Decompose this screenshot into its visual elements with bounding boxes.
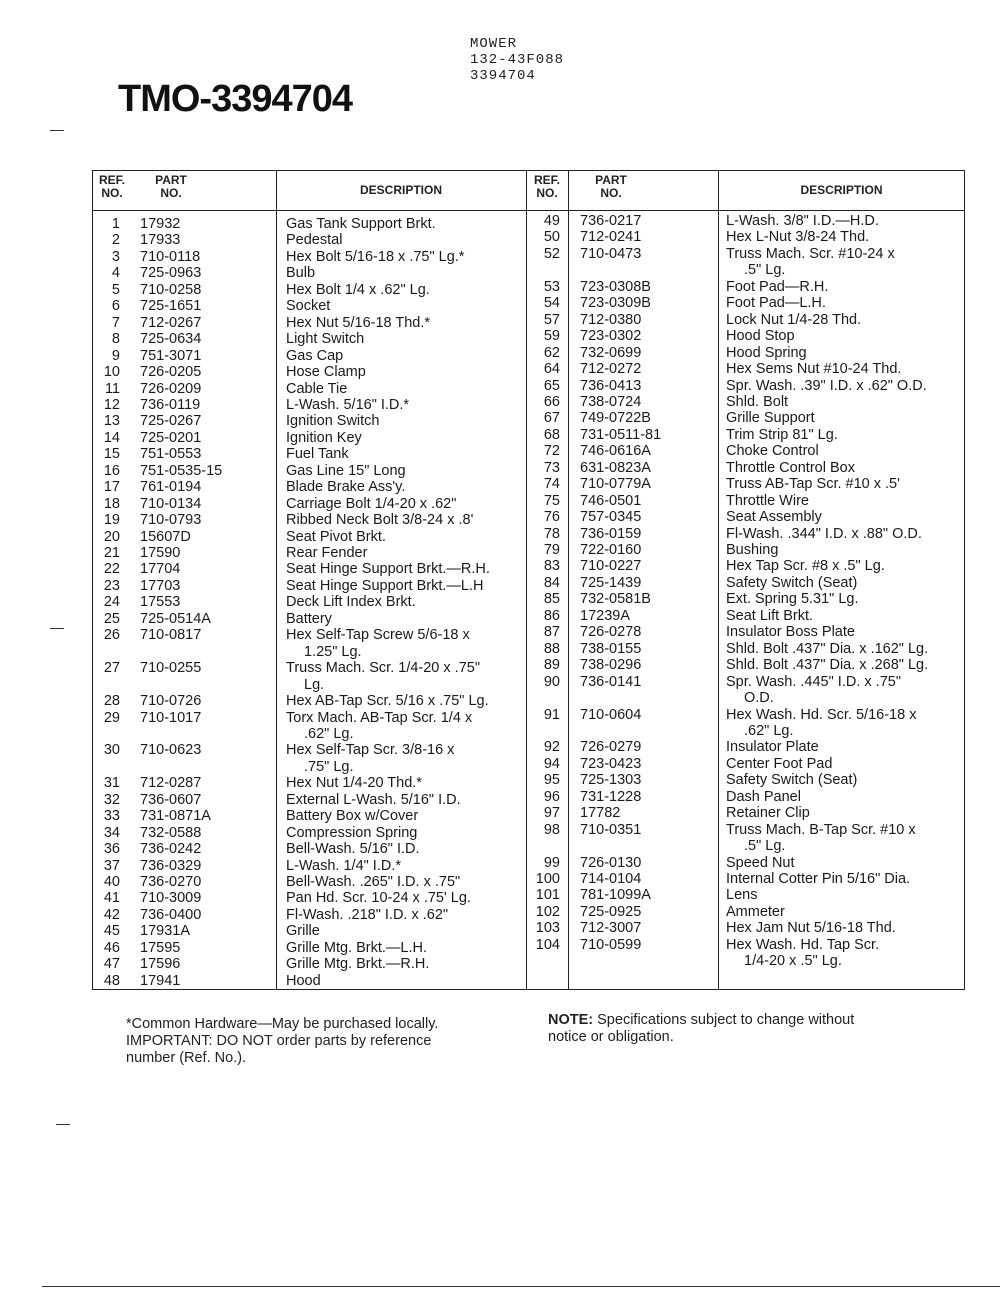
part-no: 725-1303 [580,772,642,789]
part-no: 736-0607 [140,791,202,808]
header-ref-line: REF. [533,173,560,187]
header-part-line: PART [155,173,187,187]
part-description: Speed Nut [726,854,795,871]
part-no: 723-0308B [580,278,651,295]
part-description: Carriage Bolt 1/4-20 x .62" [286,495,457,512]
ref-no: 50 [543,229,560,246]
part-description: Safety Switch (Seat) [726,574,858,591]
part-description: Grille Support [726,410,815,427]
ref-no: 95 [543,772,560,789]
part-description: Lg. [304,676,325,693]
ref-no: 52 [543,245,560,262]
page-title: TMO-3394704 [118,78,353,120]
part-no: 738-0155 [580,640,642,657]
ref-no: 41 [103,890,120,907]
part-no: 710-0817 [140,627,202,644]
part-description: Hood Stop [726,328,795,345]
ref-no: 32 [103,791,120,808]
part-description: L-Wash. 1/4" I.D.* [286,857,402,874]
part-no: 736-0400 [140,906,202,923]
ref-no: 19 [103,512,120,529]
part-no: 725-0267 [140,413,202,430]
part-description: Hex Jam Nut 5/16-18 Thd. [726,920,896,937]
ref-no: 92 [543,739,560,756]
part-no: 710-3009 [140,890,202,907]
header-ref-line: REF. [98,173,125,187]
ref-no: 25 [103,610,120,627]
ref-no: 53 [543,278,560,295]
margin-mark [56,1124,70,1125]
part-description: Grille Mtg. Brkt.—L.H. [286,939,427,956]
part-no: 17703 [140,577,181,594]
part-no: 710-0134 [140,495,202,512]
part-description: .62" Lg. [304,725,354,742]
part-no: 17933 [140,232,181,249]
part-no: 17590 [140,545,181,561]
part-description: Hex Nut 5/16-18 Thd.* [286,314,431,331]
footnote-line: *Common Hardware—May be purchased locally. [126,1016,439,1032]
part-no: 712-0287 [140,775,202,792]
part-no: 736-0270 [140,874,202,890]
part-description: Grille Mtg. Brkt.—R.H. [286,956,430,973]
part-no: 761-0194 [140,479,202,496]
part-description: 1.25" Lg. [304,643,362,660]
part-no: 749-0722B [580,410,651,427]
part-description: Bulb [286,265,316,282]
part-no: 751-0553 [140,446,202,463]
part-no: 732-0699 [580,344,642,361]
note-line: notice or obligation. [548,1029,674,1045]
ref-no: 47 [103,956,120,973]
part-description: Socket [286,298,331,315]
stamp-line: 132-43F088 [470,52,565,68]
ref-no: 72 [543,443,560,460]
ref-no: 84 [543,574,560,591]
part-description: Throttle Control Box [726,459,855,476]
ref-no: 30 [103,742,120,759]
part-description: Truss Mach. Scr. 1/4-20 x .75" [286,660,480,677]
ref-no: 94 [543,755,560,772]
header-part-line: PART [595,173,627,187]
header-part [146,174,196,200]
part-description: .5" Lg. [744,262,786,279]
ref-no: 68 [543,426,560,443]
part-description: 1/4-20 x .5" Lg. [744,953,842,970]
part-description: Fl-Wash. .344" I.D. x .88" O.D. [726,525,922,542]
part-no: 17704 [140,561,181,578]
ref-no: 73 [543,459,560,476]
ref-no: 88 [543,640,560,657]
ref-no: 90 [543,673,560,690]
part-no: 736-0141 [580,673,642,690]
ref-no: 40 [103,874,120,890]
part-description: Trim Strip 81" Lg. [726,426,838,443]
part-no: 17782 [580,805,621,822]
ref-no: 75 [543,492,560,509]
part-description: Hex AB-Tap Scr. 5/16 x .75" Lg. [286,693,489,710]
part-no: 726-0209 [140,380,202,397]
part-no: 712-0241 [580,229,642,246]
part-description: Hex Wash. Hd. Scr. 5/16-18 x [726,706,917,723]
margin-mark [50,628,64,629]
ref-no: 98 [543,821,560,838]
part-no: 738-0724 [580,393,642,410]
part-no: 710-0779A [580,476,651,493]
margin-mark [50,130,64,131]
part-no: 710-0623 [140,742,202,759]
part-no: 15607D [140,528,191,545]
part-description: Foot Pad—R.H. [726,278,829,295]
part-description: L-Wash. 3/8" I.D.—H.D. [726,213,879,229]
ref-no: 65 [543,377,560,394]
ref-no: 36 [103,841,120,858]
part-description: Internal Cotter Pin 5/16" Dia. [726,871,911,887]
note-block [548,1012,854,1046]
part-description: Ignition Key [286,429,362,446]
ref-no: 11 [104,380,120,397]
ref-no: 99 [543,854,560,871]
part-no: 710-1017 [140,709,202,726]
ref-no: 86 [543,607,560,624]
ref-no: 14 [103,429,120,446]
part-description: Hex L-Nut 3/8-24 Thd. [726,229,870,246]
part-description: O.D. [744,690,774,707]
part-no: 731-0511-81 [580,426,662,443]
part-description: Seat Assembly [726,509,822,526]
part-description: Battery [286,610,332,627]
part-description: Shld. Bolt .437" Dia. x .268" Lg. [726,657,929,674]
part-no: 710-0793 [140,512,202,529]
part-no: 736-0119 [140,396,201,413]
ref-no: 28 [103,693,120,710]
header-part-line: NO. [600,186,622,200]
part-no: 17596 [140,956,181,973]
part-description: .5" Lg. [744,838,786,855]
part-no: 710-0255 [140,660,202,677]
part-no: 736-0329 [140,857,202,874]
part-no: 712-0380 [580,311,642,328]
part-description: Fl-Wash. .218" I.D. x .62" [286,906,449,923]
part-no: 710-0118 [140,248,201,265]
footnote-line: number (Ref. No.). [126,1050,247,1066]
ref-no: 18 [103,495,120,512]
part-no: 17932 [140,216,181,232]
header-part-line: NO. [160,186,182,200]
part-description: L-Wash. 5/16" I.D.* [286,396,410,413]
ref-no: 34 [103,824,120,841]
part-description: Hose Clamp [286,364,366,381]
part-no: 710-0726 [140,693,202,710]
ref-no: 21 [103,545,120,561]
part-description: Seat Pivot Brkt. [286,528,386,545]
part-no: 725-1439 [580,574,642,591]
part-description: Bushing [726,542,779,558]
note-line: Specifications subject to change without [597,1012,855,1028]
part-no: 732-0588 [140,824,202,841]
part-no: 751-0535-15 [140,462,223,479]
ref-no: 97 [543,805,560,822]
ref-no: 16 [103,462,120,479]
ref-no: 46 [103,939,120,956]
part-no: 725-0514A [140,610,211,627]
ref-no: 33 [103,808,120,825]
ref-no: 96 [543,788,560,805]
ref-no: 85 [543,591,560,608]
part-description: Pedestal [286,232,343,249]
part-no: 710-0258 [140,281,202,298]
part-description: Truss Mach. Scr. #10-24 x [726,245,895,262]
part-no: 736-0217 [580,213,642,229]
part-no: 17239A [580,607,630,624]
header-ref-line: NO. [101,186,123,200]
ref-no: 5 [111,281,120,298]
part-description: Spr. Wash. .39" I.D. x .62" O.D. [726,377,927,394]
part-description: Hex Nut 1/4-20 Thd.* [286,775,422,792]
ref-no: 79 [543,542,560,558]
part-description: Seat Hinge Support Brkt.—R.H. [286,561,490,578]
ref-no: 48 [103,972,120,989]
part-no: 736-0413 [580,377,642,394]
part-no: 731-0871A [140,808,211,825]
part-no: 17553 [140,594,181,611]
part-no: 723-0423 [580,755,642,772]
part-description: Hex Bolt 5/16-18 x .75" Lg.* [286,248,465,265]
part-description: Blade Brake Ass'y. [286,479,406,496]
part-no: 732-0581B [580,591,651,608]
part-description: Grille [286,923,320,940]
ref-no: 2 [111,232,120,249]
ref-no: 49 [543,213,560,229]
part-no: 736-0242 [140,841,202,858]
ref-no: 20 [103,528,120,545]
ref-no: 7 [111,314,120,331]
part-description: Gas Tank Support Brkt. [286,216,436,232]
ref-no: 78 [543,525,560,542]
header-ref [94,174,130,200]
part-description: Seat Hinge Support Brkt.—L.H [286,577,484,594]
part-no: 751-3071 [140,347,202,364]
part-no: 725-1651 [140,298,202,315]
ref-no: 104 [535,936,560,953]
part-no: 725-0963 [140,265,202,282]
part-description: Bell-Wash. 5/16" I.D. [286,841,420,858]
part-no: 731-1228 [580,788,642,805]
part-no: 712-3007 [580,920,642,937]
part-no: 726-0205 [140,364,202,381]
part-no: 17931A [140,923,190,940]
part-no: 738-0296 [580,657,642,674]
part-description: Bell-Wash. .265" I.D. x .75" [286,874,461,890]
part-description: External L-Wash. 5/16" I.D. [286,791,461,808]
part-description: .62" Lg. [744,722,794,739]
ref-no: 87 [543,624,560,641]
part-no: 710-0604 [580,706,642,723]
part-description: Truss Mach. B-Tap Scr. #10 x [726,821,916,838]
part-description: Dash Panel [726,788,801,805]
part-description: Retainer Clip [726,805,810,822]
ref-no: 62 [543,344,560,361]
part-description: Shld. Bolt .437" Dia. x .162" Lg. [726,640,929,657]
part-no: 712-0272 [580,361,642,378]
footnote-line: IMPORTANT: DO NOT order parts by reference [126,1033,432,1049]
part-no: 722-0160 [580,542,642,558]
part-no: 712-0267 [140,314,202,331]
part-no: 725-0634 [140,331,202,348]
part-description: .75" Lg. [304,758,354,775]
part-no: 746-0501 [580,492,642,509]
ref-no: 8 [111,331,120,348]
part-description: Ignition Switch [286,413,380,430]
part-description: Lock Nut 1/4-28 Thd. [726,311,862,328]
ref-no: 13 [103,413,120,430]
part-description: Lens [726,887,758,904]
part-no: 726-0279 [580,739,642,756]
table-divider [526,170,527,990]
part-no: 714-0104 [580,871,642,887]
ref-no: 10 [103,364,120,381]
stamp-line: MOWER [470,36,518,52]
ref-no: 37 [103,857,120,874]
ref-no: 26 [103,627,120,644]
ref-no: 1 [111,216,120,232]
header-ref [527,174,567,200]
ref-no: 91 [543,706,560,723]
header-rule [92,210,965,211]
part-no: 17595 [140,939,181,956]
part-no: 17941 [140,972,181,989]
part-no: 736-0159 [580,525,642,542]
ref-no: 12 [103,396,120,413]
part-no: 726-0278 [580,624,642,641]
part-description: Shld. Bolt [726,393,789,410]
stamp-text [470,36,564,84]
table-divider [276,170,277,990]
part-no: 725-0201 [140,429,202,446]
ref-no: 31 [103,775,120,792]
stamp-line: 3394704 [470,68,536,84]
part-description: Seat Lift Brkt. [726,607,814,624]
part-no: 725-0925 [580,903,642,920]
part-no: 710-0351 [580,821,642,838]
ref-no: 66 [543,393,560,410]
footnote-left [126,1016,438,1067]
ref-no: 101 [535,887,560,904]
part-description: Hex Sems Nut #10-24 Thd. [726,361,902,378]
part-no: 710-0599 [580,936,642,953]
ref-no: 22 [103,561,120,578]
part-description: Hex Wash. Hd. Tap Scr. [726,936,880,953]
part-description: Hood Spring [726,344,807,361]
part-description: Foot Pad—L.H. [726,295,826,312]
ref-no: 76 [543,509,560,526]
part-description: Rear Fender [286,545,368,561]
part-no: 757-0345 [580,509,642,526]
page-rule [42,1286,1000,1287]
ref-no: 15 [103,446,120,463]
part-no: 723-0302 [580,328,642,345]
part-description: Hood [286,972,321,989]
part-description: Hex Bolt 1/4 x .62" Lg. [286,281,430,298]
header-ref-line: NO. [536,186,558,200]
part-description: Gas Line 15" Long [286,462,406,479]
ref-no: 29 [103,709,120,726]
ref-no: 6 [111,298,120,315]
ref-no: 89 [543,657,560,674]
note-label: NOTE: [548,1012,594,1028]
ref-no: 100 [535,871,560,887]
ref-no: 59 [543,328,560,345]
ref-no: 3 [111,248,120,265]
ref-no: 9 [111,347,120,364]
ref-no: 74 [543,476,560,493]
part-no: 726-0130 [580,854,642,871]
ref-no: 54 [543,295,560,312]
ref-no: 103 [535,920,560,937]
part-description: Hex Tap Scr. #8 x .5" Lg. [726,558,885,575]
part-description: Battery Box w/Cover [286,808,419,825]
header-part [586,174,636,200]
part-description: Throttle Wire [726,492,809,509]
part-description: Safety Switch (Seat) [726,772,858,789]
ref-no: 42 [103,906,120,923]
part-description: Spr. Wash. .445" I.D. x .75" [726,673,901,690]
part-description: Choke Control [726,443,819,460]
ref-no: 83 [543,558,560,575]
part-description: Ammeter [726,903,785,920]
part-description: Truss AB-Tap Scr. #10 x .5' [726,476,900,493]
part-description: Deck Lift Index Brkt. [286,594,416,611]
ref-no: 17 [103,479,120,496]
ref-no: 4 [111,265,120,282]
table-divider [568,170,569,990]
part-description: Insulator Plate [726,739,819,756]
part-description: Center Foot Pad [726,755,833,772]
table-divider [718,170,719,990]
ref-no: 24 [103,594,120,611]
part-description: Gas Cap [286,347,344,364]
part-description: Torx Mach. AB-Tap Scr. 1/4 x [286,709,473,726]
ref-no: 27 [103,660,120,677]
part-no: 746-0616A [580,443,651,460]
part-no: 710-0473 [580,245,642,262]
part-description: Light Switch [286,331,365,348]
ref-no: 57 [543,311,560,328]
ref-no: 23 [103,577,120,594]
part-no: 781-1099A [580,887,651,904]
part-description: Ext. Spring 5.31" Lg. [726,591,859,608]
ref-no: 45 [103,923,120,940]
part-description: Hex Self-Tap Screw 5/6-18 x [286,627,470,644]
part-description: Compression Spring [286,824,418,841]
ref-no: 64 [543,361,560,378]
header-desc: DESCRIPTION [800,183,883,197]
part-description: Pan Hd. Scr. 10-24 x .75' Lg. [286,890,471,907]
part-description: Insulator Boss Plate [726,624,855,641]
part-no: 710-0227 [580,558,642,575]
part-description: Cable Tie [286,380,348,397]
part-no: 723-0309B [580,295,651,312]
ref-no: 102 [535,903,560,920]
part-description: Ribbed Neck Bolt 3/8-24 x .8' [286,512,474,529]
ref-no: 67 [543,410,560,427]
part-description: Fuel Tank [286,446,349,463]
part-description: Hex Self-Tap Scr. 3/8-16 x [286,742,455,759]
header-desc: DESCRIPTION [359,183,442,197]
part-no: 631-0823A [580,459,651,476]
